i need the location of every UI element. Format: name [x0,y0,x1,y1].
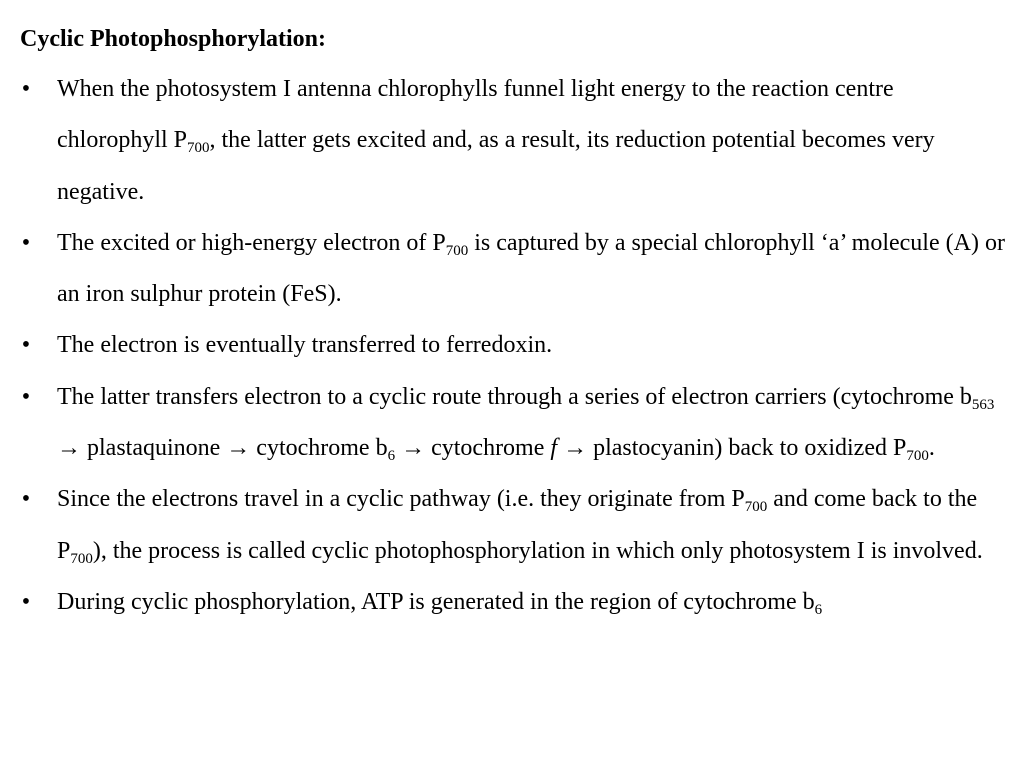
bullet-item-5 [0,474,1010,577]
bullet-dot-icon: • [21,588,31,615]
slide-title: Cyclic Photophosphorylation: [20,26,327,52]
bullet-item-1 [0,64,1010,218]
bullet-text: and come back to the P [57,486,978,564]
bullet-text: The electron is eventually transferred to ferredoxin. [57,332,553,359]
bullet-item-4 [0,372,1010,475]
bullet-item-2 [0,218,1010,321]
bullet-text: is captured by a special chlorophyll ‘a’ molecule (A) or an iron sulphur protein (FeS). [57,229,1005,308]
bullet-list [0,64,1010,628]
bullet-text: → plastaquinone → cytochrome b [57,435,388,462]
subscript: 700 [744,499,768,516]
subscript: 700 [70,550,93,567]
bullet-text: , the latter gets excited and, as a result, its reduction potential becomes very negative. [57,127,935,205]
bullet-item-6 [0,577,1010,628]
subscript: 6 [814,601,823,618]
bullet-text: The latter transfers electron to a cyclic route through a series of electron carriers (cytochrome b [57,383,972,410]
bullet-text: Since the electrons travel in a cyclic pathway (i.e. they originate from P [57,486,745,513]
bullet-dot-icon: • [21,76,31,102]
bullet-dot-icon: • [21,383,31,410]
bullet-text: → cytochrome [395,435,551,462]
bullet-text: . [928,435,935,462]
bullet-item-3 [0,320,1010,371]
subscript: 700 [906,448,929,465]
bullet-dot-icon: • [21,229,31,256]
bullet-text: → plastocyanin) back to oxidized P [557,435,907,462]
subscript: 700 [187,140,210,157]
bullet-text: During cyclic phosphorylation, ATP is generated in the region of cytochrome b [57,588,815,615]
subscript: 563 [971,396,995,413]
bullet-text: When the photosystem I antenna chlorophylls funnel light energy to the reaction centre chlorophyll P [57,76,894,154]
bullet-text: The excited or high-energy electron of P [57,229,446,256]
italic-text: f [550,435,558,462]
subscript: 6 [387,448,396,465]
bullet-text: ), the process is called cyclic photophosphorylation in which only photosystem I is involved. [92,537,983,564]
subscript: 700 [445,242,469,259]
bullet-dot-icon: • [21,332,31,359]
bullet-dot-icon: • [21,486,31,513]
